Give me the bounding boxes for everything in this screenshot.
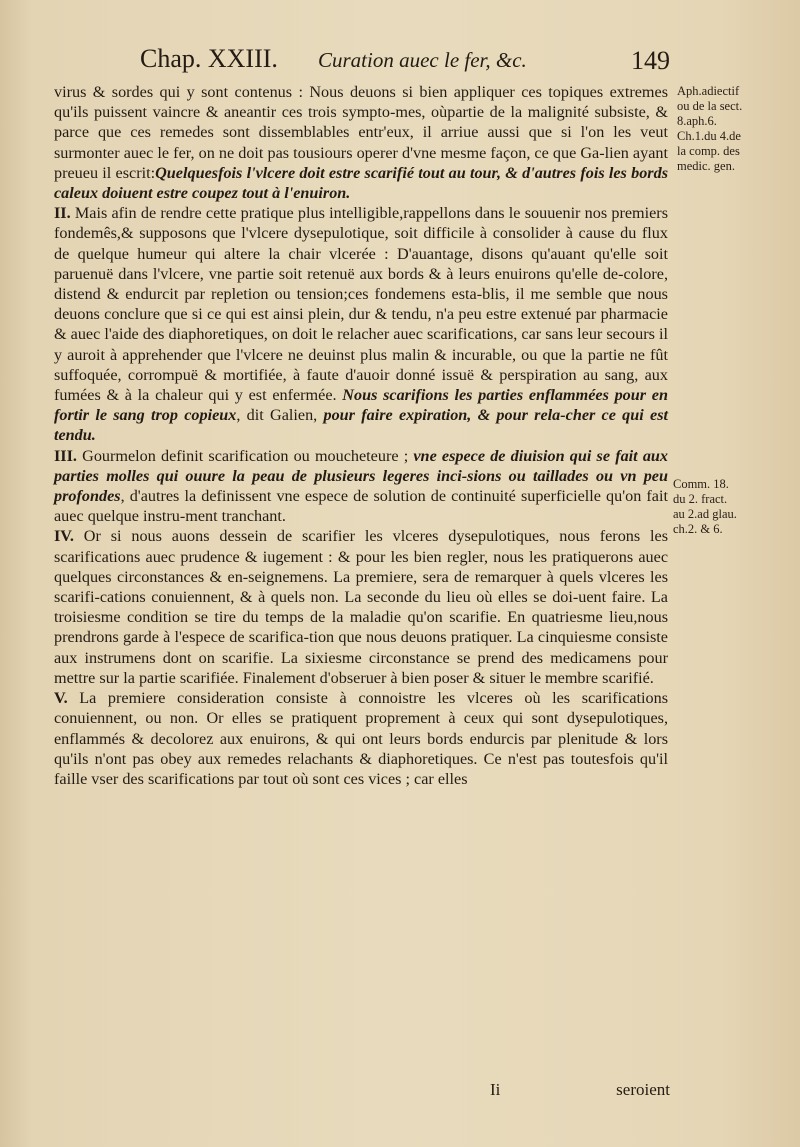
paragraph-5: V. La premiere consideration consiste à connoistre les vlceres où les scarifications conuiennent, ou non. Or elles se pratiquent proprement à ceux qui sont dysepulotiques, enflammés & decolorez aux enuirons, & qui ont leurs bords endurcis par plenitude & lors qu'ils n'ont pas obey aux remedes relachants & diaphoretiques. Ce n'est pas toutesfois qu'il faille vser des scarifications par tout où sont ces vices ; car elles: [54, 689, 668, 788]
catchword: seroient: [616, 1080, 670, 1099]
margin-note-1: Aph.adiectif ou de la sect. 8.aph.6. Ch.1.du 4.de la comp. des medic. gen.: [677, 84, 743, 173]
margin-note-2: Comm. 18. du 2. fract. au 2.ad glau. ch.2. & 6.: [673, 477, 737, 536]
running-header: [140, 44, 670, 84]
paragraph-3: III. Gourmelon definit scarification ou moucheteure ; vne espece de diuision qui se fait aux parties molles qui ouure la peau de plusieurs legeres inci-sions ou taillades ou vn peu profondes, d'autres la definissent vne espece de solution de continuité superficielle qu'on fait auec quelque instru-ment tranchant.: [54, 446, 669, 526]
page-footer: [490, 1080, 670, 1102]
main-text: [54, 82, 668, 789]
paragraph-1: virus & sordes qui y sont contenus : Nous deuons si bien appliquer ces topiques extremes qu'ils puissent vaincre & aneantir ces trois sympto-mes, oùpartie de la malignité subsiste, & parce que ces remedes sont dissemblables entr'eux, il arriue aussi que si l'on les veut surmonter auec le fer, on ne doit pas tousiours operer d'vne mesme façon, ce que Ga-lien ayant preueu il escrit:Quelquesfois l'vlcere doit estre scarifié tout au tour, & d'autres fois les bords caleux doiuent estre coupez tout à l'enuiron.: [54, 83, 668, 203]
paragraph-2: II. Mais afin de rendre cette pratique plus intelligible,rappellons dans le souuenir nos premiers fondemês,& supposons que l'vlcere dysepulotique, soit difficile à consolider à cause du flux de quelque humeur qui altere la chair vlcerée : D'auantage, disons qu'auant qu'elle soit paruenuë dans l'vlcere, vne partie soit retenuë aux bords & à leurs enuirons qu'elle de-colore, distend & endurcit par repletion ou tension;ces fondemens esta-blis, il me semble que nous deuons conclure que si ce qui est ainsi plein, dur & tendu, n'a peu estre extenué par pharmacie & auec l'aide des diaphoretiques, on doit le relacher auec scarifications, car sans leur secours il y auroit à apprehender que l'vlcere ne deuinst plus malin & incurable, ou que la partie ne fût suffoquée, corrompuë & mortifiée, à faute d'auoir donné issuë & perspiration au sang, aux fumées & à la chaleur qui y est enfermée. Nous scarifions les parties enflammées pour en fortir le sang trop copieux, dit Galien, pour faire expiration, & pour rela-cher ce qui est tendu.: [54, 204, 669, 445]
page-number: 149: [631, 46, 670, 75]
paragraph-4: IV. Or si nous auons dessein de scarifier les vlceres dysepulotiques, nous ferons les scarifications auec prudence & iugement : & pour les bien regler, nous les pratiquerons auec quelques circonstances & en-seignemens. La premiere, sera de remarquer à quels vlceres les scarifi-cations conuiennent, & à quels non. La seconde du lieu où elles se doi-uent faire. La troisiesme condition se tire du temps de la maladie qu'on scarifie. En quatriesme lieu,nous prendrons garde à l'espece de scarifica-tion que nous deuons pratiquer. La cinquiesme consiste aux instrumens dont on scarifie. La sixiesme circonstance se prend des medicamens pour mettre sur la partie scarifiée. Finalement d'obseruer à bien poser & situer le membre scarifié.: [54, 527, 668, 687]
chapter-title: Curation auec le fer, &c.: [318, 48, 527, 72]
chapter-heading: Chap. XXIII.: [140, 44, 278, 73]
signature-mark: Ii: [490, 1080, 501, 1099]
